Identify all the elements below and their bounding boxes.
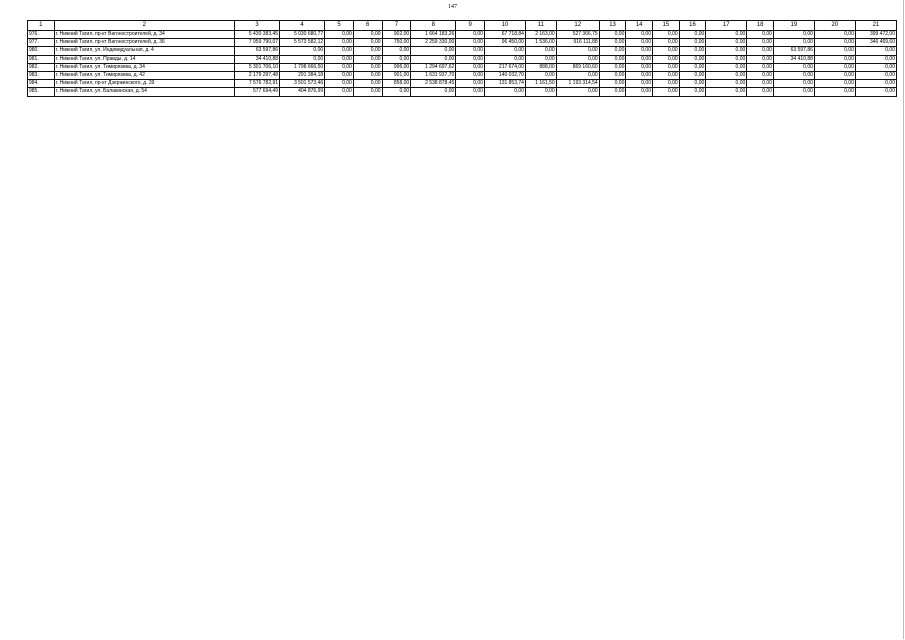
- value-cell: 131 853,74: [484, 80, 525, 88]
- column-header: 16: [679, 21, 706, 31]
- value-cell: 1 536,00: [525, 39, 556, 47]
- value-cell: 0,00: [525, 71, 556, 79]
- value-cell: 0,00: [525, 47, 556, 55]
- value-cell: 0,00: [353, 55, 382, 63]
- value-cell: 0,00: [599, 39, 626, 47]
- value-cell: 0,00: [325, 31, 354, 39]
- value-cell: 5 430 383,45: [234, 31, 279, 39]
- value-cell: 5 573 582,12: [280, 39, 325, 47]
- value-cell: 0,00: [556, 55, 599, 63]
- value-cell: 0,00: [706, 88, 747, 96]
- value-cell: 96 450,00: [484, 39, 525, 47]
- value-cell: 888,00: [525, 63, 556, 71]
- value-cell: 0,00: [747, 80, 774, 88]
- value-cell: 0,00: [814, 31, 855, 39]
- value-cell: 0,00: [325, 80, 354, 88]
- value-cell: 0,00: [484, 88, 525, 96]
- value-cell: 0,00: [773, 71, 814, 79]
- value-cell: 0,00: [653, 88, 680, 96]
- value-cell: 7 959 790,07: [234, 39, 279, 47]
- value-cell: 404 876,99: [280, 88, 325, 96]
- value-cell: 0,00: [556, 47, 599, 55]
- value-cell: 0,00: [626, 47, 653, 55]
- column-header: 20: [814, 21, 855, 31]
- value-cell: 0,00: [382, 47, 411, 55]
- value-cell: 0,00: [411, 88, 456, 96]
- value-cell: 0,00: [706, 55, 747, 63]
- column-header: 18: [747, 21, 774, 31]
- value-cell: 0,00: [773, 63, 814, 71]
- registry-table: [27, 20, 897, 97]
- value-cell: 0,00: [456, 55, 485, 63]
- table-row: [28, 31, 897, 39]
- value-cell: 0,00: [773, 80, 814, 88]
- value-cell: 34 410,88: [773, 55, 814, 63]
- value-cell: 0,00: [706, 63, 747, 71]
- value-cell: 0,00: [599, 47, 626, 55]
- column-header: 13: [599, 21, 626, 31]
- address-cell: г. Нижний Тагил, ул. Правды, д. 14: [54, 55, 234, 63]
- value-cell: 0,00: [556, 71, 599, 79]
- table-row: [28, 88, 897, 96]
- table-header: [28, 21, 897, 31]
- value-cell: 0,00: [599, 55, 626, 63]
- row-number: 983.: [28, 71, 55, 79]
- value-cell: 0,00: [855, 63, 896, 71]
- value-cell: 0,00: [653, 80, 680, 88]
- table-row: [28, 55, 897, 63]
- value-cell: 0,00: [679, 71, 706, 79]
- value-cell: 0,00: [679, 80, 706, 88]
- value-cell: 0,00: [814, 55, 855, 63]
- value-cell: 0,00: [814, 80, 855, 88]
- value-cell: 0,00: [353, 71, 382, 79]
- value-cell: 2 538 878,45: [411, 80, 456, 88]
- address-cell: г. Нижний Тагил, ул. Балакинская, д. 54: [54, 88, 234, 96]
- value-cell: 291 384,18: [280, 71, 325, 79]
- value-cell: 0,00: [747, 39, 774, 47]
- value-cell: 1 161,50: [525, 80, 556, 88]
- value-cell: 1 664 183,26: [411, 31, 456, 39]
- value-cell: 0,00: [855, 88, 896, 96]
- value-cell: 0,00: [353, 63, 382, 71]
- table-body: [28, 31, 897, 97]
- value-cell: 0,00: [653, 47, 680, 55]
- value-cell: 858,00: [382, 80, 411, 88]
- value-cell: 0,00: [599, 71, 626, 79]
- header-row: [28, 21, 897, 31]
- table-row: [28, 47, 897, 55]
- value-cell: 0,00: [456, 71, 485, 79]
- value-cell: 0,00: [706, 71, 747, 79]
- value-cell: 0,00: [747, 31, 774, 39]
- value-cell: 1 631 937,70: [411, 71, 456, 79]
- column-header: 2: [54, 21, 234, 31]
- column-header: 21: [855, 21, 896, 31]
- value-cell: 0,00: [679, 39, 706, 47]
- value-cell: 0,00: [626, 31, 653, 39]
- column-header: 7: [382, 21, 411, 31]
- value-cell: 0,00: [653, 39, 680, 47]
- value-cell: 1 798 666,50: [280, 63, 325, 71]
- value-cell: 0,00: [325, 63, 354, 71]
- column-header: 5: [325, 21, 354, 31]
- value-cell: 996,00: [382, 63, 411, 71]
- address-cell: г. Нижний Тагил, ул. Индивидуальная, д. 4: [54, 47, 234, 55]
- value-cell: 0,00: [706, 47, 747, 55]
- table-row: [28, 63, 897, 71]
- value-cell: 0,00: [706, 39, 747, 47]
- column-header: 11: [525, 21, 556, 31]
- value-cell: 0,00: [747, 63, 774, 71]
- value-cell: 750,00: [382, 39, 411, 47]
- value-cell: 0,00: [679, 47, 706, 55]
- value-cell: 0,00: [599, 63, 626, 71]
- value-cell: 0,00: [855, 80, 896, 88]
- value-cell: 0,00: [599, 31, 626, 39]
- value-cell: 0,00: [653, 71, 680, 79]
- value-cell: 0,00: [626, 88, 653, 96]
- value-cell: 2 259 330,00: [411, 39, 456, 47]
- column-header: 19: [773, 21, 814, 31]
- value-cell: 0,00: [382, 88, 411, 96]
- value-cell: 0,00: [653, 31, 680, 39]
- value-cell: 0,00: [325, 55, 354, 63]
- column-header: 6: [353, 21, 382, 31]
- value-cell: 0,00: [280, 47, 325, 55]
- value-cell: 0,00: [484, 55, 525, 63]
- value-cell: 577 694,49: [234, 88, 279, 96]
- value-cell: 0,00: [773, 39, 814, 47]
- value-cell: 916 111,88: [556, 39, 599, 47]
- value-cell: 0,00: [599, 88, 626, 96]
- value-cell: 0,00: [747, 47, 774, 55]
- value-cell: 0,00: [353, 31, 382, 39]
- value-cell: 0,00: [773, 88, 814, 96]
- value-cell: 63 597,86: [773, 47, 814, 55]
- address-cell: г. Нижний Тагил, ул. Тимирязева, д. 42: [54, 71, 234, 79]
- value-cell: 0,00: [411, 47, 456, 55]
- value-cell: 0,00: [456, 47, 485, 55]
- value-cell: 0,00: [599, 80, 626, 88]
- row-number: 976.: [28, 31, 55, 39]
- column-header: 4: [280, 21, 325, 31]
- column-header: 14: [626, 21, 653, 31]
- value-cell: 0,00: [679, 31, 706, 39]
- row-number: 977.: [28, 39, 55, 47]
- value-cell: 0,00: [325, 71, 354, 79]
- value-cell: 0,00: [814, 88, 855, 96]
- value-cell: 0,00: [747, 55, 774, 63]
- value-cell: 0,00: [525, 55, 556, 63]
- value-cell: 0,00: [747, 88, 774, 96]
- value-cell: 0,00: [706, 80, 747, 88]
- column-header: 10: [484, 21, 525, 31]
- value-cell: 0,00: [626, 80, 653, 88]
- row-number: 982.: [28, 63, 55, 71]
- value-cell: 399 472,00: [855, 31, 896, 39]
- value-cell: 0,00: [626, 71, 653, 79]
- value-cell: 0,00: [556, 88, 599, 96]
- value-cell: 0,00: [679, 88, 706, 96]
- value-cell: 0,00: [456, 88, 485, 96]
- address-cell: г. Нижний Тагил, пр-кт Вагоностроителей, д. 36: [54, 39, 234, 47]
- value-cell: 34 410,88: [234, 55, 279, 63]
- value-cell: 67 718,84: [484, 31, 525, 39]
- value-cell: 0,00: [679, 55, 706, 63]
- value-cell: 1 294 697,62: [411, 63, 456, 71]
- value-cell: 346 469,60: [855, 39, 896, 47]
- value-cell: 0,00: [353, 39, 382, 47]
- value-cell: 0,00: [855, 55, 896, 63]
- value-cell: 5 030 680,77: [280, 31, 325, 39]
- value-cell: 0,00: [626, 39, 653, 47]
- value-cell: 901,00: [382, 71, 411, 79]
- value-cell: 0,00: [653, 55, 680, 63]
- value-cell: 63 597,86: [234, 47, 279, 55]
- value-cell: 0,00: [456, 39, 485, 47]
- row-number: 984.: [28, 80, 55, 88]
- value-cell: 0,00: [855, 71, 896, 79]
- value-cell: 0,00: [353, 80, 382, 88]
- value-cell: 7 576 782,91: [234, 80, 279, 88]
- table-row: [28, 71, 897, 79]
- value-cell: 0,00: [706, 31, 747, 39]
- value-cell: 0,00: [280, 55, 325, 63]
- value-cell: 217 674,00: [484, 63, 525, 71]
- column-header: 17: [706, 21, 747, 31]
- value-cell: 140 032,70: [484, 71, 525, 79]
- value-cell: 0,00: [814, 47, 855, 55]
- value-cell: 902,00: [382, 31, 411, 39]
- value-cell: 0,00: [456, 63, 485, 71]
- column-header: 9: [456, 21, 485, 31]
- value-cell: 0,00: [325, 47, 354, 55]
- value-cell: 5 301 706,10: [234, 63, 279, 71]
- address-cell: г. Нижний Тагил, пр-кт Вагоностроителей, д. 34: [54, 31, 234, 39]
- table-row: [28, 39, 897, 47]
- value-cell: 0,00: [747, 71, 774, 79]
- value-cell: 0,00: [325, 39, 354, 47]
- value-cell: 0,00: [353, 88, 382, 96]
- value-cell: 0,00: [456, 31, 485, 39]
- address-cell: г. Нижний Тагил, пр-кт Дзержинского, д. 39: [54, 80, 234, 88]
- value-cell: 0,00: [353, 47, 382, 55]
- value-cell: 0,00: [814, 39, 855, 47]
- value-cell: 0,00: [626, 63, 653, 71]
- value-cell: 2 163,00: [525, 31, 556, 39]
- column-header: 1: [28, 21, 55, 31]
- value-cell: 0,00: [484, 47, 525, 55]
- column-header: 3: [234, 21, 279, 31]
- row-number: 981.: [28, 55, 55, 63]
- table-row: [28, 80, 897, 88]
- value-cell: 0,00: [679, 63, 706, 71]
- value-cell: 0,00: [814, 63, 855, 71]
- value-cell: 869 160,60: [556, 63, 599, 71]
- row-number: 980.: [28, 47, 55, 55]
- column-header: 8: [411, 21, 456, 31]
- value-cell: 0,00: [773, 31, 814, 39]
- row-number: 985.: [28, 88, 55, 96]
- column-header: 12: [556, 21, 599, 31]
- value-cell: 0,00: [411, 55, 456, 63]
- value-cell: 0,00: [525, 88, 556, 96]
- value-cell: 0,00: [456, 80, 485, 88]
- page-number: 147: [448, 4, 457, 10]
- value-cell: 3 501 573,46: [280, 80, 325, 88]
- value-cell: 0,00: [382, 55, 411, 63]
- value-cell: 0,00: [325, 88, 354, 96]
- value-cell: 0,00: [626, 55, 653, 63]
- value-cell: 527 366,75: [556, 31, 599, 39]
- value-cell: 0,00: [653, 63, 680, 71]
- value-cell: 1 193 314,54: [556, 80, 599, 88]
- column-header: 15: [653, 21, 680, 31]
- address-cell: г. Нижний Тагил, ул. Тимирязева, д. 34: [54, 63, 234, 71]
- value-cell: 0,00: [814, 71, 855, 79]
- value-cell: 2 179 297,48: [234, 71, 279, 79]
- value-cell: 0,00: [855, 47, 896, 55]
